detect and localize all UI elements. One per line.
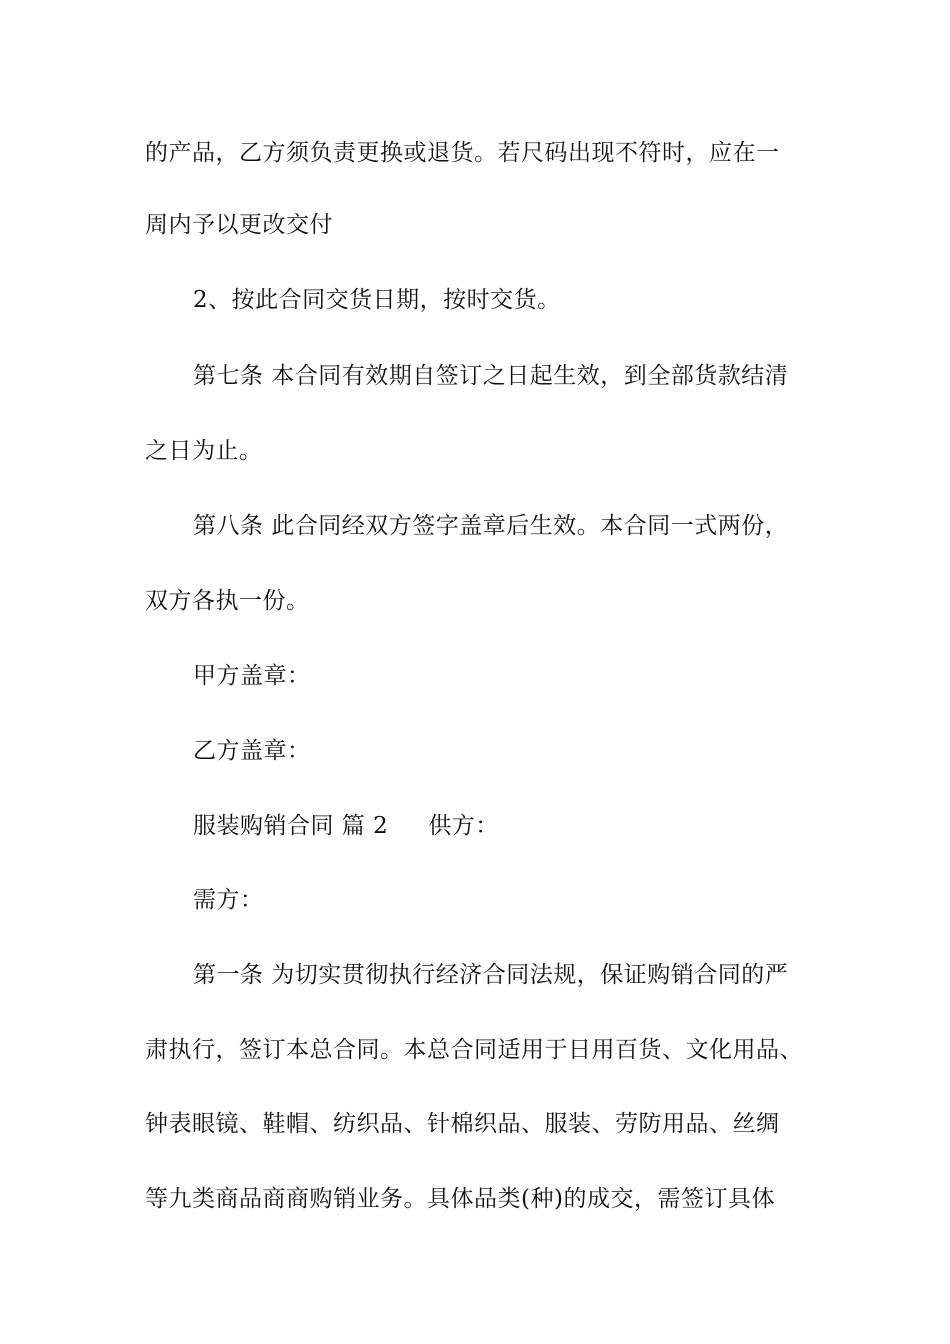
article-1-line: 第一条 为切实贯彻执行经济合同法规，保证购销合同的严 [193,962,789,988]
paragraph-line: 双方各执一份。 [145,588,310,614]
party-a-seal-label: 甲方盖章： [193,663,311,689]
paragraph-line: 等九类商品商商购销业务。具体品类(种)的成交，需签订具体 [145,1186,775,1212]
clause-item-2: 2、按此合同交货日期，按时交货。 [193,287,561,313]
paragraph-line: 之日为止。 [145,438,263,464]
paragraph-line: 肃执行，签订本总合同。本总合同适用于日用百货、文化用品、 [145,1037,803,1063]
party-b-seal-label: 乙方盖章： [193,738,311,764]
buyer-label: 需方： [193,887,264,913]
paragraph-line: 钟表眼镜、鞋帽、纺织品、针棉织品、服装、劳防用品、丝绸 [145,1111,780,1137]
supplier-label: 供方： [428,813,499,839]
paragraph-line: 周内予以更改交付 [145,212,333,238]
article-8-line: 第八条 此合同经双方签字盖章后生效。本合同一式两份， [193,513,789,539]
article-7-line: 第七条 本合同有效期自签订之日起生效，到全部货款结清 [193,363,789,389]
contract-heading-line [193,811,499,841]
paragraph-line: 的产品，乙方须负责更换或退货。若尺码出现不符时，应在一 [145,140,780,166]
contract-title: 服装购销合同 篇 2 [193,813,389,839]
